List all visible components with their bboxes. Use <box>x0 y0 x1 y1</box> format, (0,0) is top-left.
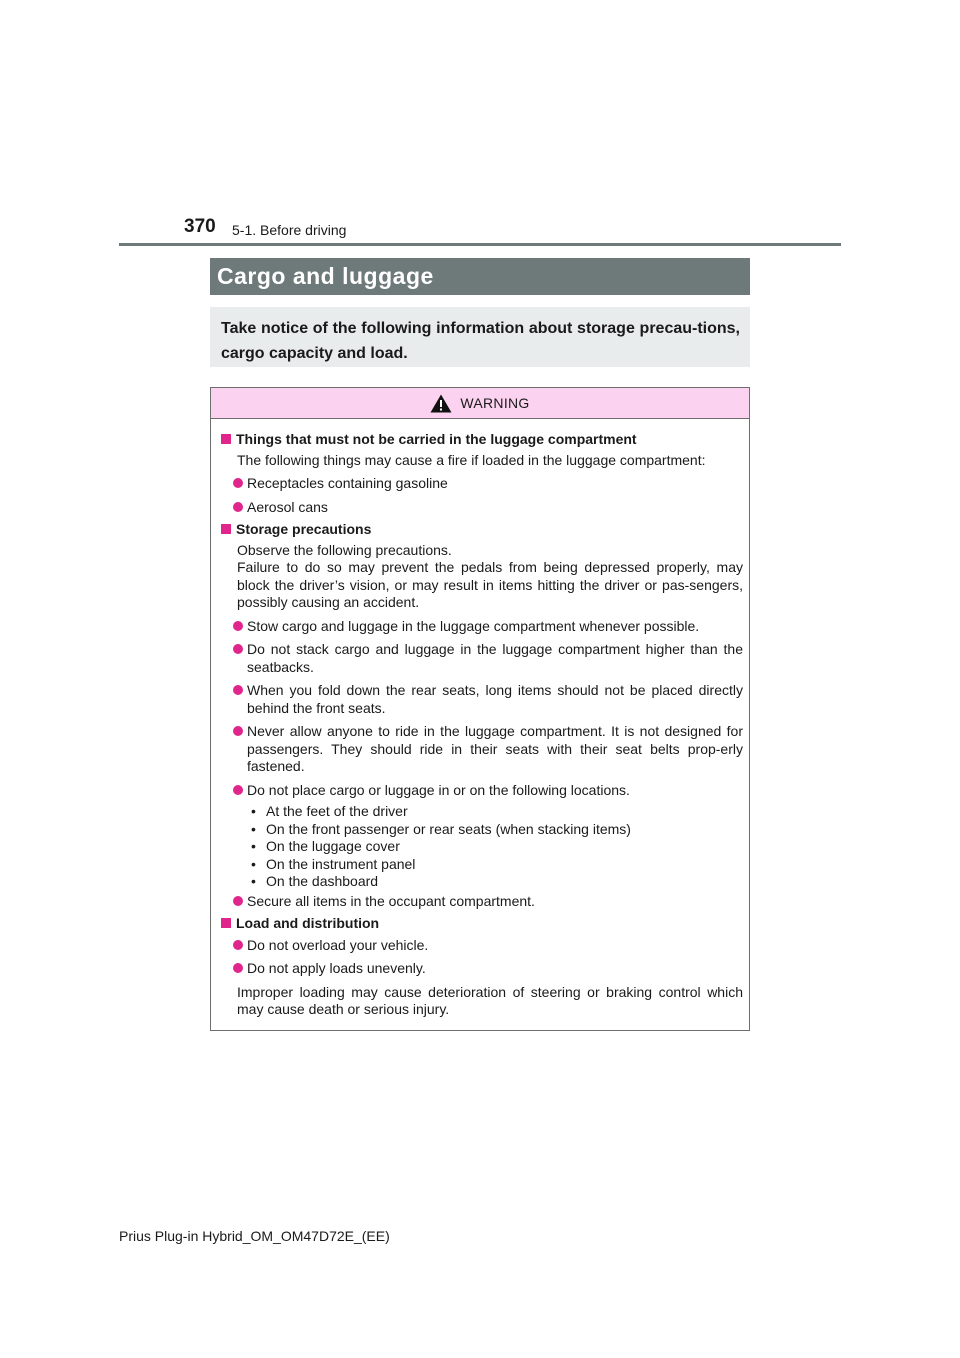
warning-triangle-icon <box>430 394 452 413</box>
circle-bullet-icon <box>233 785 243 795</box>
section-label: 5-1. Before driving <box>232 222 347 238</box>
page-title: Cargo and luggage <box>217 263 434 289</box>
section-heading: Load and distribution <box>219 915 743 933</box>
circle-bullet-icon <box>233 726 243 736</box>
circle-bullet-icon <box>233 644 243 654</box>
sub-list-item: • On the luggage cover <box>251 838 400 854</box>
list-item: Stow cargo and luggage in the luggage compartment whenever possible. <box>233 618 743 636</box>
circle-bullet-icon <box>233 478 243 488</box>
section-text: Failure to do so may prevent the pedals from being depressed properly, may block the driver’s vision, or may result in items hitting the driver or pas-sengers, possibly causing an accident. <box>237 559 743 610</box>
intro-box <box>210 307 750 367</box>
list-item: Do not apply loads unevenly. <box>233 960 743 978</box>
list-item: Do not stack cargo and luggage in the luggage compartment higher than the seatbacks. <box>233 641 743 676</box>
circle-bullet-icon <box>233 963 243 973</box>
list-item: Aerosol cans <box>233 499 743 517</box>
square-bullet-icon <box>221 434 231 444</box>
circle-bullet-icon <box>233 502 243 512</box>
list-item: Do not place cargo or luggage in or on the following locations. <box>233 782 743 800</box>
page-title-bar <box>210 258 750 295</box>
section-heading: Storage precautions <box>219 521 743 539</box>
page-number: 370 <box>184 216 216 237</box>
sub-list <box>251 803 743 891</box>
list-item: Never allow anyone to ride in the luggage compartment. It is not designed for passengers. They should ride in their seats with their seat belts prop-erly fastened. <box>233 723 743 776</box>
manual-id: Prius Plug-in Hybrid_OM_OM47D72E_(EE) <box>119 1228 390 1244</box>
list-item: When you fold down the rear seats, long items should not be placed directly behind the front seats. <box>233 682 743 717</box>
section-text: Improper loading may cause deterioration of steering or braking control which may cause death or serious injury. <box>237 983 743 1017</box>
sub-list-item: • At the feet of the driver <box>251 803 408 819</box>
warning-body <box>211 419 749 1019</box>
circle-bullet-icon <box>233 896 243 906</box>
list-item: Secure all items in the occupant compartment. <box>233 893 743 911</box>
section-text: Observe the following precautions. <box>237 541 452 558</box>
sub-list-item: • On the dashboard <box>251 873 379 889</box>
circle-bullet-icon <box>233 940 243 950</box>
section-text: The following things may cause a fire if loaded in the luggage compartment: <box>237 451 706 468</box>
warning-header <box>211 388 749 419</box>
warning-box <box>210 387 750 1031</box>
intro-text: Take notice of the following information about storage precau-tions, cargo capacity and load. <box>221 320 740 362</box>
section-heading: Things that must not be carried in the luggage compartment <box>219 431 743 449</box>
header-rule <box>119 243 841 246</box>
sub-list-item: • On the instrument panel <box>251 855 416 872</box>
square-bullet-icon <box>221 918 231 928</box>
square-bullet-icon <box>221 524 231 534</box>
sub-list-item: • On the front passenger or rear seats (when stacking items) <box>251 820 631 837</box>
circle-bullet-icon <box>233 685 243 695</box>
warning-label: WARNING <box>460 395 530 411</box>
circle-bullet-icon <box>233 621 243 631</box>
list-item: Receptacles containing gasoline <box>233 475 743 493</box>
list-item: Do not overload your vehicle. <box>233 937 743 955</box>
